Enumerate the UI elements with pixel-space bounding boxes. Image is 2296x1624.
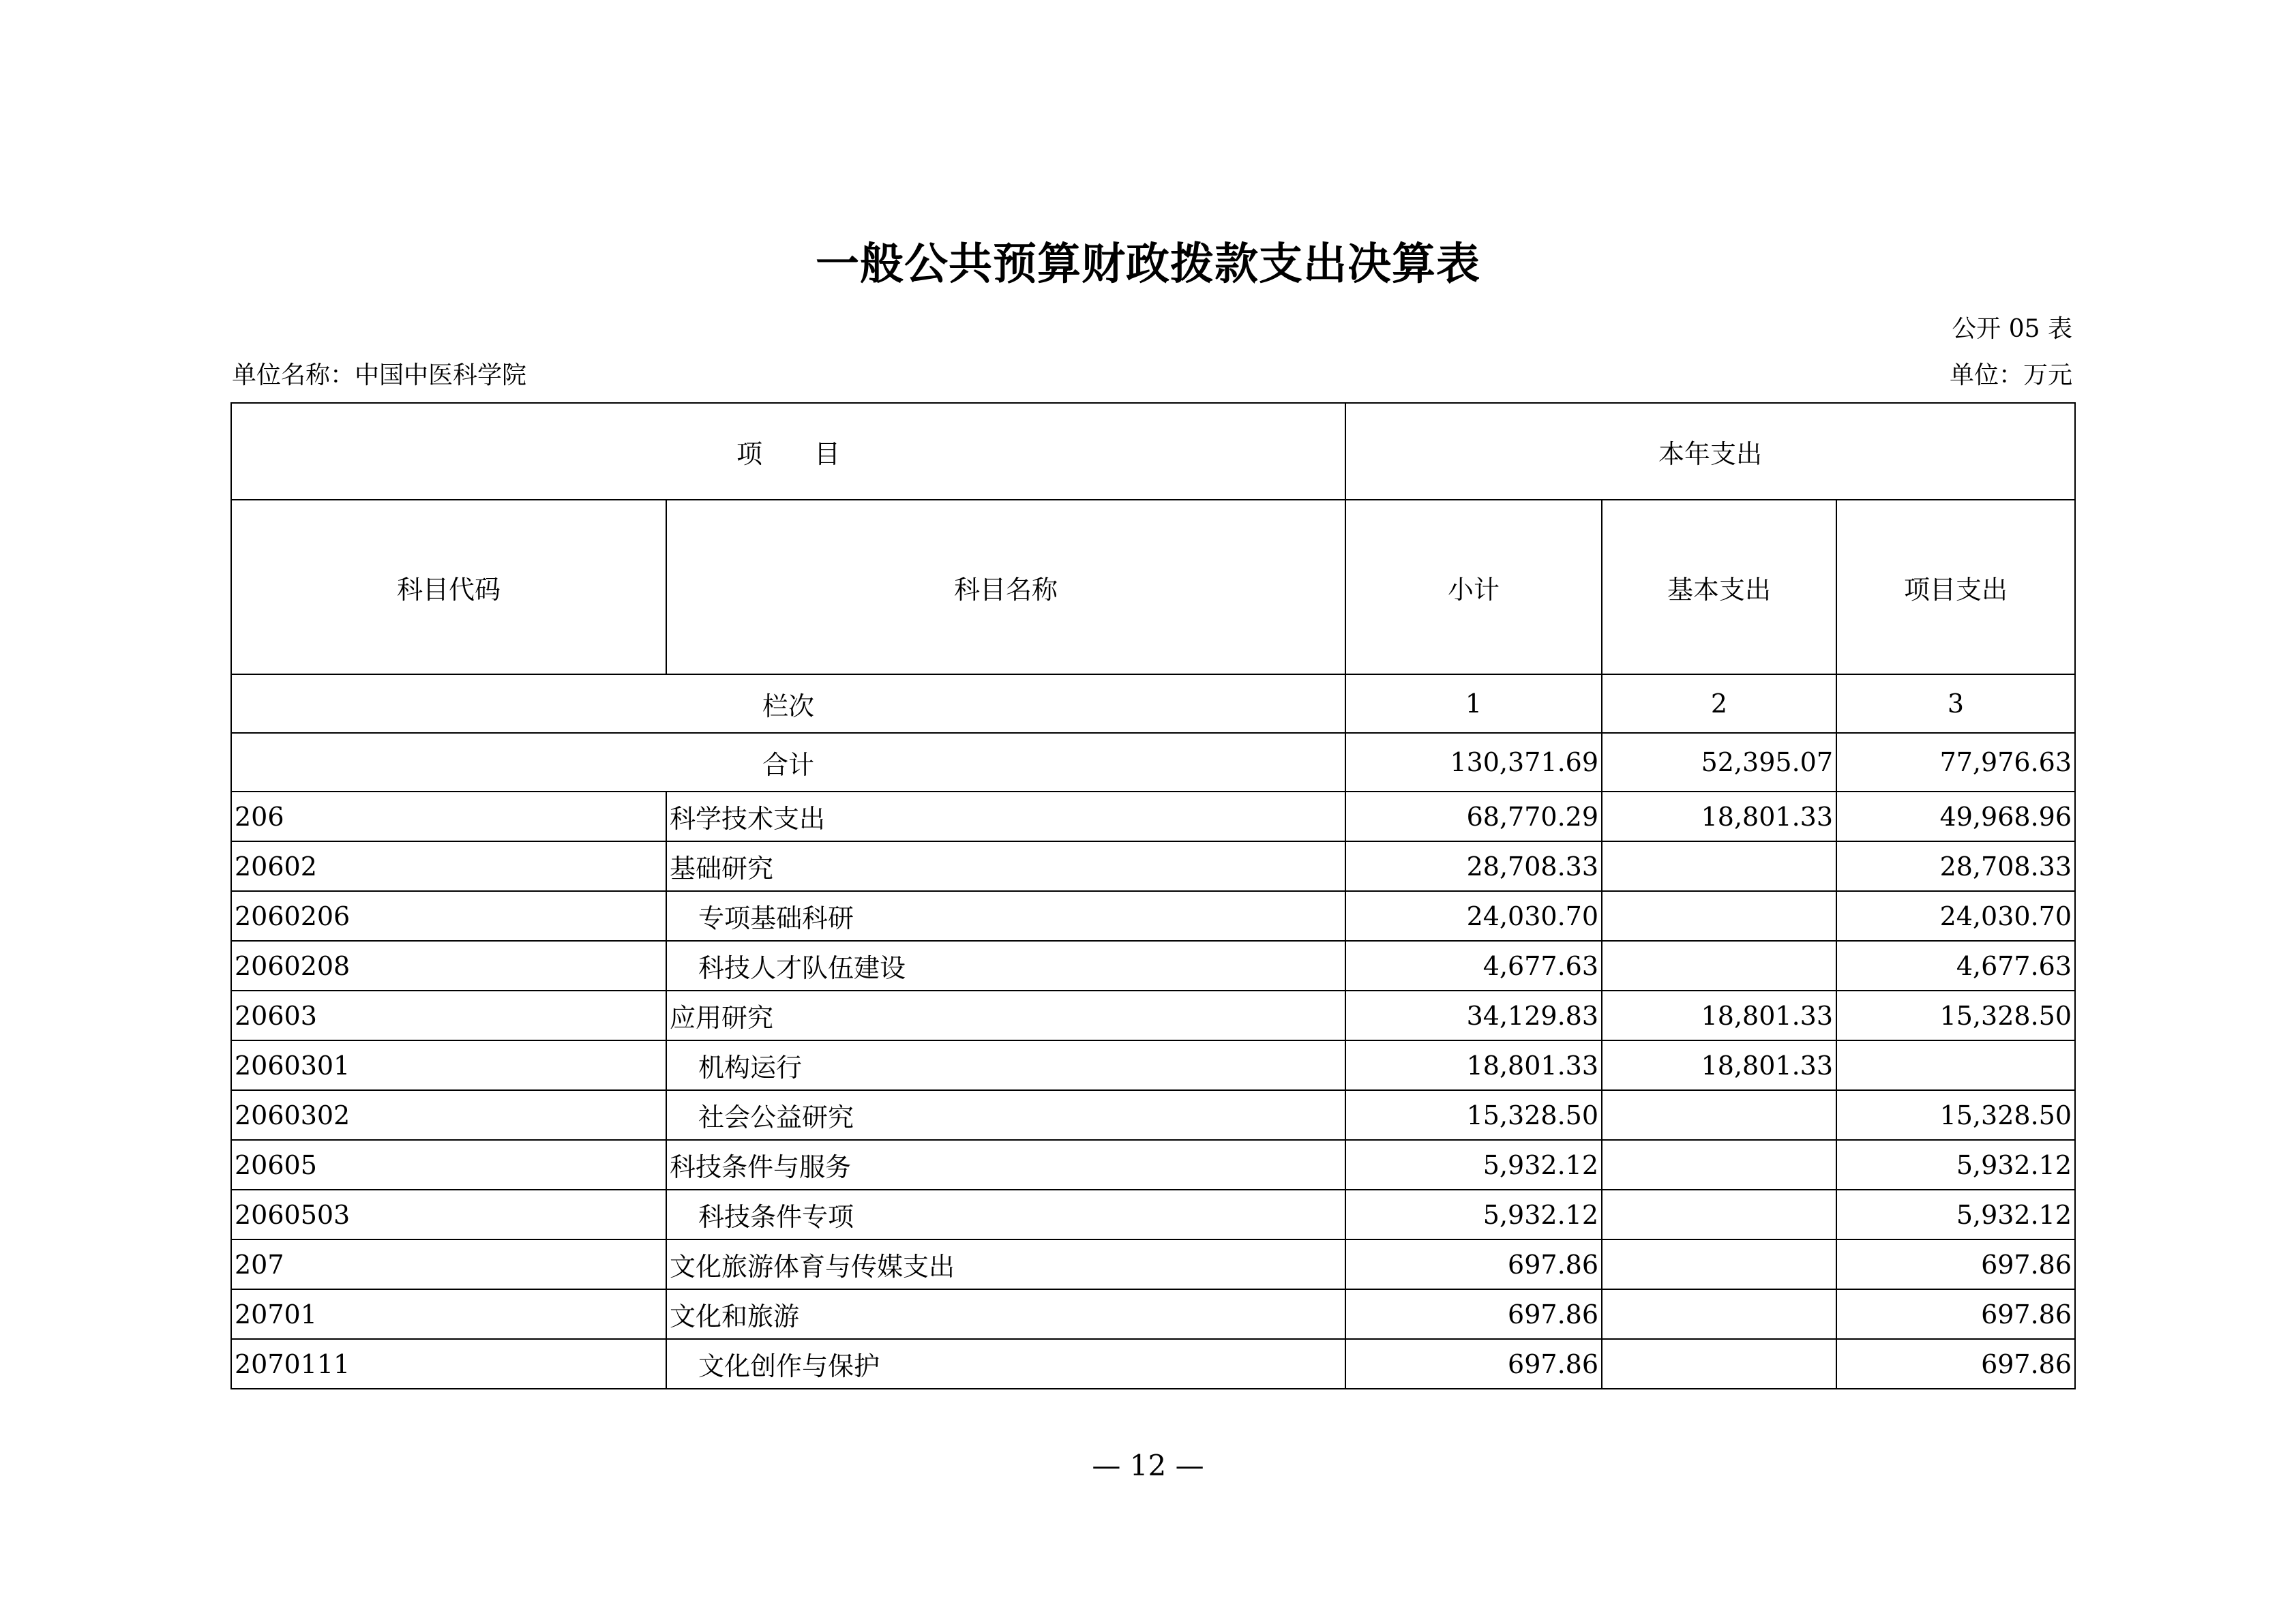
row-basic bbox=[1602, 1289, 1836, 1339]
row-project: 5,932.12 bbox=[1836, 1140, 2075, 1190]
row-project: 49,968.96 bbox=[1836, 792, 2075, 841]
row-code: 20602 bbox=[231, 841, 666, 891]
total-row bbox=[231, 733, 2075, 792]
column-number-3: 3 bbox=[1836, 674, 2075, 733]
row-basic: 18,801.33 bbox=[1602, 1040, 1836, 1090]
table-row bbox=[231, 1090, 2075, 1140]
row-name: 文化创作与保护 bbox=[666, 1339, 1345, 1389]
unit-label: 单位：万元 bbox=[1949, 361, 2072, 389]
row-name: 科学技术支出 bbox=[666, 792, 1345, 841]
organization-name: 单位名称：中国中医科学院 bbox=[232, 361, 527, 389]
row-subtotal: 4,677.63 bbox=[1345, 941, 1602, 991]
row-name: 文化和旅游 bbox=[666, 1289, 1345, 1339]
row-subtotal: 24,030.70 bbox=[1345, 891, 1602, 941]
row-name: 应用研究 bbox=[666, 991, 1345, 1040]
row-name: 基础研究 bbox=[666, 841, 1345, 891]
row-code: 2060503 bbox=[231, 1190, 666, 1239]
row-project: 697.86 bbox=[1836, 1239, 2075, 1289]
row-project: 697.86 bbox=[1836, 1339, 2075, 1389]
row-basic bbox=[1602, 841, 1836, 891]
row-code: 2060206 bbox=[231, 891, 666, 941]
column-number-1: 1 bbox=[1345, 674, 1602, 733]
row-subtotal: 34,129.83 bbox=[1345, 991, 1602, 1040]
row-subtotal: 697.86 bbox=[1345, 1289, 1602, 1339]
row-project: 28,708.33 bbox=[1836, 841, 2075, 891]
row-code: 20605 bbox=[231, 1140, 666, 1190]
row-basic bbox=[1602, 891, 1836, 941]
row-name: 科技人才队伍建设 bbox=[666, 941, 1345, 991]
column-number-row bbox=[231, 674, 2075, 733]
column-number-2: 2 bbox=[1602, 674, 1836, 733]
row-name: 社会公益研究 bbox=[666, 1090, 1345, 1140]
table-row bbox=[231, 1140, 2075, 1190]
row-code: 20701 bbox=[231, 1289, 666, 1339]
total-basic: 52,395.07 bbox=[1602, 733, 1836, 792]
header-current-year: 本年支出 bbox=[1345, 403, 2075, 500]
row-basic: 18,801.33 bbox=[1602, 792, 1836, 841]
total-subtotal: 130,371.69 bbox=[1345, 733, 1602, 792]
row-code: 20603 bbox=[231, 991, 666, 1040]
header-code: 科目代码 bbox=[231, 500, 666, 674]
table-code: 公开 05 表 bbox=[1952, 315, 2072, 343]
expenditure-table bbox=[230, 402, 2076, 1389]
row-code: 207 bbox=[231, 1239, 666, 1289]
table-row bbox=[231, 1239, 2075, 1289]
row-code: 2060208 bbox=[231, 941, 666, 991]
header-subtotal: 小计 bbox=[1345, 500, 1602, 674]
column-label: 栏次 bbox=[231, 674, 1345, 733]
row-subtotal: 697.86 bbox=[1345, 1339, 1602, 1389]
page-number: — 12 — bbox=[1092, 1449, 1204, 1482]
row-name: 科技条件与服务 bbox=[666, 1140, 1345, 1190]
row-basic bbox=[1602, 1140, 1836, 1190]
row-project: 697.86 bbox=[1836, 1289, 2075, 1339]
row-project: 15,328.50 bbox=[1836, 1090, 2075, 1140]
row-project: 4,677.63 bbox=[1836, 941, 2075, 991]
row-code: 2060302 bbox=[231, 1090, 666, 1140]
row-subtotal: 697.86 bbox=[1345, 1239, 1602, 1289]
row-subtotal: 18,801.33 bbox=[1345, 1040, 1602, 1090]
header-row-top bbox=[231, 403, 2075, 500]
row-basic bbox=[1602, 941, 1836, 991]
row-project: 15,328.50 bbox=[1836, 991, 2075, 1040]
row-subtotal: 5,932.12 bbox=[1345, 1140, 1602, 1190]
total-label: 合计 bbox=[231, 733, 1345, 792]
header-row-columns bbox=[231, 500, 2075, 674]
row-name: 文化旅游体育与传媒支出 bbox=[666, 1239, 1345, 1289]
table-row bbox=[231, 792, 2075, 841]
header-basic: 基本支出 bbox=[1602, 500, 1836, 674]
header-project: 项目支出 bbox=[1836, 500, 2075, 674]
row-name: 科技条件专项 bbox=[666, 1190, 1345, 1239]
table-row bbox=[231, 1040, 2075, 1090]
row-code: 2060301 bbox=[231, 1040, 666, 1090]
row-basic: 18,801.33 bbox=[1602, 991, 1836, 1040]
table-row bbox=[231, 991, 2075, 1040]
row-project: 5,932.12 bbox=[1836, 1190, 2075, 1239]
table-row bbox=[231, 841, 2075, 891]
row-project bbox=[1836, 1040, 2075, 1090]
row-basic bbox=[1602, 1090, 1836, 1140]
table-row bbox=[231, 1289, 2075, 1339]
row-subtotal: 28,708.33 bbox=[1345, 841, 1602, 891]
row-code: 2070111 bbox=[231, 1339, 666, 1389]
table-row bbox=[231, 1190, 2075, 1239]
row-basic bbox=[1602, 1190, 1836, 1239]
table-row bbox=[231, 1339, 2075, 1389]
row-subtotal: 68,770.29 bbox=[1345, 792, 1602, 841]
row-basic bbox=[1602, 1239, 1836, 1289]
row-name: 机构运行 bbox=[666, 1040, 1345, 1090]
row-subtotal: 15,328.50 bbox=[1345, 1090, 1602, 1140]
header-item: 项 目 bbox=[231, 403, 1345, 500]
table-row bbox=[231, 941, 2075, 991]
row-name: 专项基础科研 bbox=[666, 891, 1345, 941]
document-title: 一般公共预算财政拨款支出决算表 bbox=[816, 239, 1480, 290]
row-subtotal: 5,932.12 bbox=[1345, 1190, 1602, 1239]
row-basic bbox=[1602, 1339, 1836, 1389]
table-row bbox=[231, 891, 2075, 941]
header-name: 科目名称 bbox=[666, 500, 1345, 674]
row-project: 24,030.70 bbox=[1836, 891, 2075, 941]
row-code: 206 bbox=[231, 792, 666, 841]
total-project: 77,976.63 bbox=[1836, 733, 2075, 792]
